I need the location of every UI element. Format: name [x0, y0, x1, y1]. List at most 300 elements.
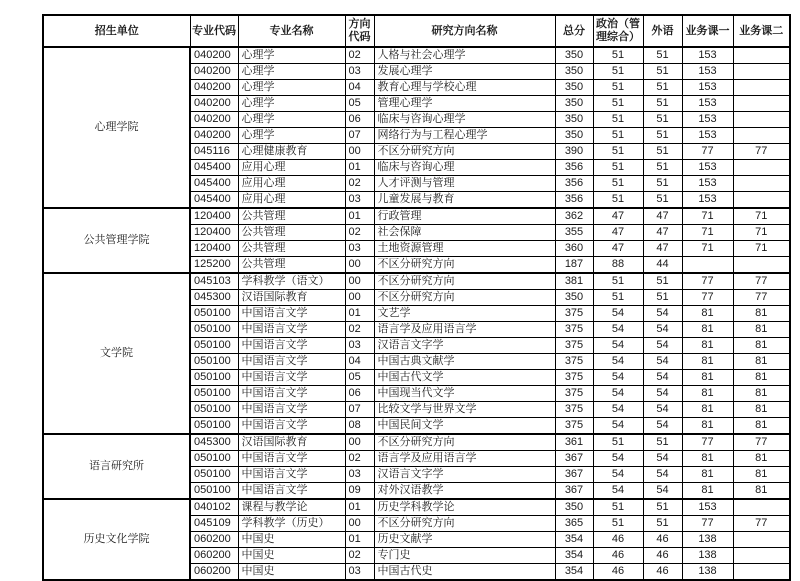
- major-name-cell: 中国语言文学: [238, 370, 345, 386]
- course1-score-cell: 81: [682, 418, 733, 435]
- direction-name-cell: 文艺学: [374, 306, 555, 322]
- direction-name-cell: 中国现当代文学: [374, 386, 555, 402]
- foreign-language-score-cell: 46: [643, 564, 682, 581]
- total-score-cell: 362: [555, 208, 593, 225]
- politics-score-cell: 54: [593, 354, 643, 370]
- course1-score-cell: 153: [682, 128, 733, 144]
- course2-score-cell: 77: [733, 290, 790, 306]
- direction-code-cell: 00: [345, 144, 374, 160]
- direction-name-cell: 语言学及应用语言学: [374, 322, 555, 338]
- major-code-cell: 125200: [190, 257, 238, 274]
- direction-code-cell: 01: [345, 160, 374, 176]
- direction-code-cell: 00: [345, 273, 374, 290]
- politics-score-cell: 54: [593, 418, 643, 435]
- course2-score-cell: 81: [733, 306, 790, 322]
- course1-score-cell: 71: [682, 208, 733, 225]
- politics-score-cell: 51: [593, 516, 643, 532]
- major-code-cell: 040200: [190, 112, 238, 128]
- politics-score-cell: 51: [593, 176, 643, 192]
- major-name-cell: 汉语国际教育: [238, 290, 345, 306]
- major-name-cell: 中国语言文学: [238, 306, 345, 322]
- major-code-cell: 060200: [190, 564, 238, 581]
- politics-score-cell: 51: [593, 64, 643, 80]
- major-code-cell: 045109: [190, 516, 238, 532]
- course2-score-cell: 81: [733, 402, 790, 418]
- direction-code-cell: 01: [345, 499, 374, 516]
- course2-score-cell: 81: [733, 451, 790, 467]
- course1-score-cell: 77: [682, 144, 733, 160]
- total-score-cell: 375: [555, 354, 593, 370]
- direction-code-cell: 06: [345, 112, 374, 128]
- politics-score-cell: 47: [593, 225, 643, 241]
- direction-name-cell: 不区分研究方向: [374, 516, 555, 532]
- direction-name-cell: 中国古典文献学: [374, 354, 555, 370]
- course1-score-cell: 71: [682, 241, 733, 257]
- total-score-cell: 355: [555, 225, 593, 241]
- direction-name-cell: 管理心理学: [374, 96, 555, 112]
- direction-code-cell: 05: [345, 370, 374, 386]
- major-code-cell: 045400: [190, 192, 238, 209]
- major-code-cell: 040200: [190, 64, 238, 80]
- foreign-language-score-cell: 46: [643, 548, 682, 564]
- direction-name-cell: 教育心理与学校心理: [374, 80, 555, 96]
- direction-name-cell: 汉语言文字学: [374, 338, 555, 354]
- politics-score-cell: 54: [593, 370, 643, 386]
- major-code-cell: 120400: [190, 241, 238, 257]
- major-name-cell: 中国语言文学: [238, 338, 345, 354]
- total-score-cell: 350: [555, 47, 593, 64]
- course1-score-cell: 77: [682, 516, 733, 532]
- major-code-cell: 045400: [190, 160, 238, 176]
- direction-code-cell: 00: [345, 290, 374, 306]
- foreign-language-score-cell: 51: [643, 112, 682, 128]
- foreign-language-score-cell: 51: [643, 96, 682, 112]
- course1-score-cell: 153: [682, 160, 733, 176]
- course1-score-cell: 81: [682, 467, 733, 483]
- total-score-cell: 356: [555, 176, 593, 192]
- politics-score-cell: 51: [593, 290, 643, 306]
- direction-name-cell: 人才评测与管理: [374, 176, 555, 192]
- foreign-language-score-cell: 51: [643, 499, 682, 516]
- total-score-cell: 350: [555, 128, 593, 144]
- course1-score-cell: 81: [682, 451, 733, 467]
- course2-score-cell: 71: [733, 241, 790, 257]
- major-code-cell: 050100: [190, 386, 238, 402]
- total-score-cell: 375: [555, 402, 593, 418]
- major-code-cell: 050100: [190, 370, 238, 386]
- foreign-language-score-cell: 51: [643, 64, 682, 80]
- table-row: [43, 208, 790, 225]
- foreign-language-score-cell: 51: [643, 47, 682, 64]
- major-code-cell: 050100: [190, 483, 238, 500]
- course2-score-cell: 81: [733, 354, 790, 370]
- direction-name-cell: 不区分研究方向: [374, 434, 555, 451]
- major-name-cell: 中国语言文学: [238, 354, 345, 370]
- course1-score-cell: 81: [682, 386, 733, 402]
- major-code-cell: 040102: [190, 499, 238, 516]
- foreign-language-score-cell: 54: [643, 322, 682, 338]
- foreign-language-score-cell: 54: [643, 370, 682, 386]
- direction-code-cell: 03: [345, 64, 374, 80]
- major-code-cell: 050100: [190, 402, 238, 418]
- course2-score-cell: 77: [733, 434, 790, 451]
- column-header-major-code: 专业代码: [190, 15, 238, 47]
- foreign-language-score-cell: 54: [643, 338, 682, 354]
- foreign-language-score-cell: 54: [643, 483, 682, 500]
- direction-name-cell: 语言学及应用语言学: [374, 451, 555, 467]
- foreign-language-score-cell: 54: [643, 354, 682, 370]
- major-name-cell: 心理学: [238, 64, 345, 80]
- total-score-cell: 354: [555, 548, 593, 564]
- course2-score-cell: 81: [733, 467, 790, 483]
- total-score-cell: 187: [555, 257, 593, 274]
- total-score-cell: 375: [555, 370, 593, 386]
- direction-code-cell: 07: [345, 128, 374, 144]
- total-score-cell: 367: [555, 483, 593, 500]
- major-name-cell: 心理学: [238, 112, 345, 128]
- total-score-cell: 390: [555, 144, 593, 160]
- direction-name-cell: 历史文献学: [374, 532, 555, 548]
- foreign-language-score-cell: 51: [643, 144, 682, 160]
- direction-name-cell: 不区分研究方向: [374, 273, 555, 290]
- major-name-cell: 公共管理: [238, 225, 345, 241]
- table-row: [43, 434, 790, 451]
- unit-cell: 心理学院: [43, 47, 190, 208]
- course2-score-cell: 77: [733, 273, 790, 290]
- foreign-language-score-cell: 54: [643, 306, 682, 322]
- column-header-unit: 招生单位: [43, 15, 190, 47]
- major-code-cell: 050100: [190, 418, 238, 435]
- politics-score-cell: 51: [593, 80, 643, 96]
- major-name-cell: 中国语言文学: [238, 402, 345, 418]
- major-code-cell: 050100: [190, 354, 238, 370]
- politics-score-cell: 51: [593, 499, 643, 516]
- major-name-cell: 中国语言文学: [238, 451, 345, 467]
- politics-score-cell: 51: [593, 144, 643, 160]
- direction-code-cell: 06: [345, 386, 374, 402]
- total-score-cell: 367: [555, 467, 593, 483]
- politics-score-cell: 54: [593, 467, 643, 483]
- direction-name-cell: 不区分研究方向: [374, 257, 555, 274]
- direction-name-cell: 比较文学与世界文学: [374, 402, 555, 418]
- direction-name-cell: 人格与社会心理学: [374, 47, 555, 64]
- foreign-language-score-cell: 51: [643, 273, 682, 290]
- politics-score-cell: 54: [593, 338, 643, 354]
- course1-score-cell: 138: [682, 548, 733, 564]
- direction-code-cell: 03: [345, 338, 374, 354]
- major-code-cell: 040200: [190, 128, 238, 144]
- major-name-cell: 心理健康教育: [238, 144, 345, 160]
- direction-name-cell: 不区分研究方向: [374, 290, 555, 306]
- politics-score-cell: 54: [593, 483, 643, 500]
- course1-score-cell: 81: [682, 370, 733, 386]
- major-name-cell: 应用心理: [238, 192, 345, 209]
- politics-score-cell: 47: [593, 241, 643, 257]
- total-score-cell: 356: [555, 192, 593, 209]
- course2-score-cell: 71: [733, 225, 790, 241]
- direction-code-cell: 02: [345, 322, 374, 338]
- course1-score-cell: 77: [682, 290, 733, 306]
- major-name-cell: 公共管理: [238, 241, 345, 257]
- course2-score-cell: [733, 499, 790, 516]
- direction-code-cell: 00: [345, 257, 374, 274]
- total-score-cell: 350: [555, 80, 593, 96]
- major-name-cell: 中国语言文学: [238, 386, 345, 402]
- major-code-cell: 050100: [190, 322, 238, 338]
- major-name-cell: 应用心理: [238, 176, 345, 192]
- direction-code-cell: 01: [345, 306, 374, 322]
- direction-code-cell: 02: [345, 548, 374, 564]
- direction-code-cell: 02: [345, 176, 374, 192]
- direction-name-cell: 网络行为与工程心理学: [374, 128, 555, 144]
- table-body: [43, 47, 790, 580]
- column-header-total-score: 总分: [555, 15, 593, 47]
- table-row: [43, 47, 790, 64]
- direction-code-cell: 02: [345, 451, 374, 467]
- direction-name-cell: 中国古代文学: [374, 370, 555, 386]
- course1-score-cell: 81: [682, 306, 733, 322]
- course2-score-cell: [733, 64, 790, 80]
- total-score-cell: 360: [555, 241, 593, 257]
- total-score-cell: 350: [555, 499, 593, 516]
- total-score-cell: 375: [555, 338, 593, 354]
- major-name-cell: 心理学: [238, 47, 345, 64]
- course1-score-cell: 138: [682, 564, 733, 581]
- course1-score-cell: 81: [682, 338, 733, 354]
- direction-code-cell: 03: [345, 467, 374, 483]
- major-name-cell: 中国史: [238, 564, 345, 581]
- total-score-cell: 350: [555, 112, 593, 128]
- direction-code-cell: 01: [345, 532, 374, 548]
- major-code-cell: 040200: [190, 80, 238, 96]
- total-score-cell: 361: [555, 434, 593, 451]
- politics-score-cell: 54: [593, 306, 643, 322]
- foreign-language-score-cell: 51: [643, 434, 682, 451]
- total-score-cell: 381: [555, 273, 593, 290]
- major-code-cell: 045116: [190, 144, 238, 160]
- direction-name-cell: 中国民间文学: [374, 418, 555, 435]
- course2-score-cell: 77: [733, 516, 790, 532]
- total-score-cell: 375: [555, 306, 593, 322]
- direction-name-cell: 历史学科教学论: [374, 499, 555, 516]
- course1-score-cell: 153: [682, 112, 733, 128]
- direction-code-cell: 03: [345, 241, 374, 257]
- major-name-cell: 心理学: [238, 128, 345, 144]
- politics-score-cell: 51: [593, 112, 643, 128]
- header-row: [43, 15, 790, 47]
- direction-name-cell: 临床与咨询心理学: [374, 112, 555, 128]
- unit-cell: 语言研究所: [43, 434, 190, 499]
- politics-score-cell: 51: [593, 128, 643, 144]
- major-code-cell: 045400: [190, 176, 238, 192]
- foreign-language-score-cell: 46: [643, 532, 682, 548]
- course1-score-cell: 81: [682, 483, 733, 500]
- direction-code-cell: 01: [345, 208, 374, 225]
- foreign-language-score-cell: 51: [643, 176, 682, 192]
- direction-name-cell: 土地资源管理: [374, 241, 555, 257]
- course1-score-cell: 153: [682, 96, 733, 112]
- course2-score-cell: [733, 160, 790, 176]
- direction-code-cell: 05: [345, 96, 374, 112]
- major-name-cell: 课程与教学论: [238, 499, 345, 516]
- direction-name-cell: 儿童发展与教育: [374, 192, 555, 209]
- course2-score-cell: 81: [733, 483, 790, 500]
- politics-score-cell: 51: [593, 160, 643, 176]
- major-name-cell: 学科教学（语文）: [238, 273, 345, 290]
- course1-score-cell: 77: [682, 434, 733, 451]
- table-row: [43, 273, 790, 290]
- major-code-cell: 060200: [190, 548, 238, 564]
- direction-code-cell: 02: [345, 47, 374, 64]
- direction-name-cell: 对外汉语教学: [374, 483, 555, 500]
- direction-code-cell: 00: [345, 516, 374, 532]
- course2-score-cell: 81: [733, 386, 790, 402]
- foreign-language-score-cell: 47: [643, 208, 682, 225]
- major-code-cell: 120400: [190, 225, 238, 241]
- major-code-cell: 050100: [190, 306, 238, 322]
- major-name-cell: 中国语言文学: [238, 418, 345, 435]
- course2-score-cell: [733, 80, 790, 96]
- total-score-cell: 356: [555, 160, 593, 176]
- politics-score-cell: 54: [593, 322, 643, 338]
- course1-score-cell: 81: [682, 402, 733, 418]
- foreign-language-score-cell: 51: [643, 192, 682, 209]
- politics-score-cell: 46: [593, 548, 643, 564]
- total-score-cell: 350: [555, 96, 593, 112]
- foreign-language-score-cell: 47: [643, 225, 682, 241]
- foreign-language-score-cell: 51: [643, 128, 682, 144]
- major-code-cell: 045300: [190, 434, 238, 451]
- major-code-cell: 050100: [190, 467, 238, 483]
- column-header-major-name: 专业名称: [238, 15, 345, 47]
- direction-name-cell: 社会保障: [374, 225, 555, 241]
- course2-score-cell: [733, 564, 790, 581]
- major-code-cell: 050100: [190, 338, 238, 354]
- major-code-cell: 060200: [190, 532, 238, 548]
- major-name-cell: 中国史: [238, 532, 345, 548]
- course1-score-cell: [682, 257, 733, 274]
- direction-code-cell: 04: [345, 80, 374, 96]
- politics-score-cell: 51: [593, 434, 643, 451]
- foreign-language-score-cell: 54: [643, 451, 682, 467]
- foreign-language-score-cell: 44: [643, 257, 682, 274]
- course2-score-cell: 77: [733, 144, 790, 160]
- course1-score-cell: 81: [682, 322, 733, 338]
- table-row: [43, 499, 790, 516]
- major-code-cell: 050100: [190, 451, 238, 467]
- unit-cell: 历史文化学院: [43, 499, 190, 580]
- total-score-cell: 350: [555, 290, 593, 306]
- foreign-language-score-cell: 54: [643, 418, 682, 435]
- direction-name-cell: 临床与咨询心理: [374, 160, 555, 176]
- course1-score-cell: 71: [682, 225, 733, 241]
- major-name-cell: 中国语言文学: [238, 467, 345, 483]
- foreign-language-score-cell: 47: [643, 241, 682, 257]
- major-name-cell: 学科教学（历史）: [238, 516, 345, 532]
- total-score-cell: 375: [555, 418, 593, 435]
- major-name-cell: 汉语国际教育: [238, 434, 345, 451]
- unit-cell: 文学院: [43, 273, 190, 434]
- politics-score-cell: 54: [593, 402, 643, 418]
- direction-name-cell: 行政管理: [374, 208, 555, 225]
- politics-score-cell: 51: [593, 96, 643, 112]
- course2-score-cell: 81: [733, 370, 790, 386]
- column-header-course2: 业务课二: [733, 15, 790, 47]
- course2-score-cell: [733, 47, 790, 64]
- admission-score-table: [42, 14, 791, 581]
- total-score-cell: 375: [555, 386, 593, 402]
- course2-score-cell: [733, 112, 790, 128]
- table-header: [43, 15, 790, 47]
- column-header-direction-code: 方向代码: [345, 15, 374, 47]
- foreign-language-score-cell: 51: [643, 160, 682, 176]
- direction-code-cell: 03: [345, 564, 374, 581]
- direction-name-cell: 汉语言文字学: [374, 467, 555, 483]
- course2-score-cell: 71: [733, 208, 790, 225]
- direction-name-cell: 发展心理学: [374, 64, 555, 80]
- course1-score-cell: 138: [682, 532, 733, 548]
- course2-score-cell: [733, 257, 790, 274]
- total-score-cell: 350: [555, 64, 593, 80]
- course2-score-cell: [733, 176, 790, 192]
- course2-score-cell: 81: [733, 418, 790, 435]
- direction-code-cell: 07: [345, 402, 374, 418]
- major-name-cell: 公共管理: [238, 208, 345, 225]
- total-score-cell: 367: [555, 451, 593, 467]
- direction-name-cell: 专门史: [374, 548, 555, 564]
- total-score-cell: 354: [555, 564, 593, 581]
- direction-code-cell: 09: [345, 483, 374, 500]
- column-header-direction-name: 研究方向名称: [374, 15, 555, 47]
- major-name-cell: 中国史: [238, 548, 345, 564]
- direction-code-cell: 04: [345, 354, 374, 370]
- politics-score-cell: 47: [593, 208, 643, 225]
- course2-score-cell: [733, 96, 790, 112]
- direction-name-cell: 不区分研究方向: [374, 144, 555, 160]
- course1-score-cell: 153: [682, 80, 733, 96]
- foreign-language-score-cell: 51: [643, 290, 682, 306]
- course2-score-cell: 81: [733, 322, 790, 338]
- course1-score-cell: 153: [682, 64, 733, 80]
- course1-score-cell: 153: [682, 499, 733, 516]
- politics-score-cell: 51: [593, 47, 643, 64]
- course2-score-cell: [733, 548, 790, 564]
- politics-score-cell: 54: [593, 386, 643, 402]
- major-name-cell: 公共管理: [238, 257, 345, 274]
- direction-code-cell: 02: [345, 225, 374, 241]
- major-name-cell: 心理学: [238, 96, 345, 112]
- foreign-language-score-cell: 51: [643, 80, 682, 96]
- major-code-cell: 120400: [190, 208, 238, 225]
- major-name-cell: 中国语言文学: [238, 483, 345, 500]
- foreign-language-score-cell: 54: [643, 402, 682, 418]
- major-code-cell: 040200: [190, 47, 238, 64]
- course1-score-cell: 77: [682, 273, 733, 290]
- course2-score-cell: [733, 532, 790, 548]
- course2-score-cell: [733, 192, 790, 209]
- major-code-cell: 045300: [190, 290, 238, 306]
- direction-name-cell: 中国古代史: [374, 564, 555, 581]
- politics-score-cell: 54: [593, 451, 643, 467]
- major-name-cell: 中国语言文学: [238, 322, 345, 338]
- course2-score-cell: [733, 128, 790, 144]
- unit-cell: 公共管理学院: [43, 208, 190, 273]
- course1-score-cell: 153: [682, 192, 733, 209]
- course1-score-cell: 81: [682, 354, 733, 370]
- major-name-cell: 心理学: [238, 80, 345, 96]
- politics-score-cell: 88: [593, 257, 643, 274]
- column-header-course1: 业务课一: [682, 15, 733, 47]
